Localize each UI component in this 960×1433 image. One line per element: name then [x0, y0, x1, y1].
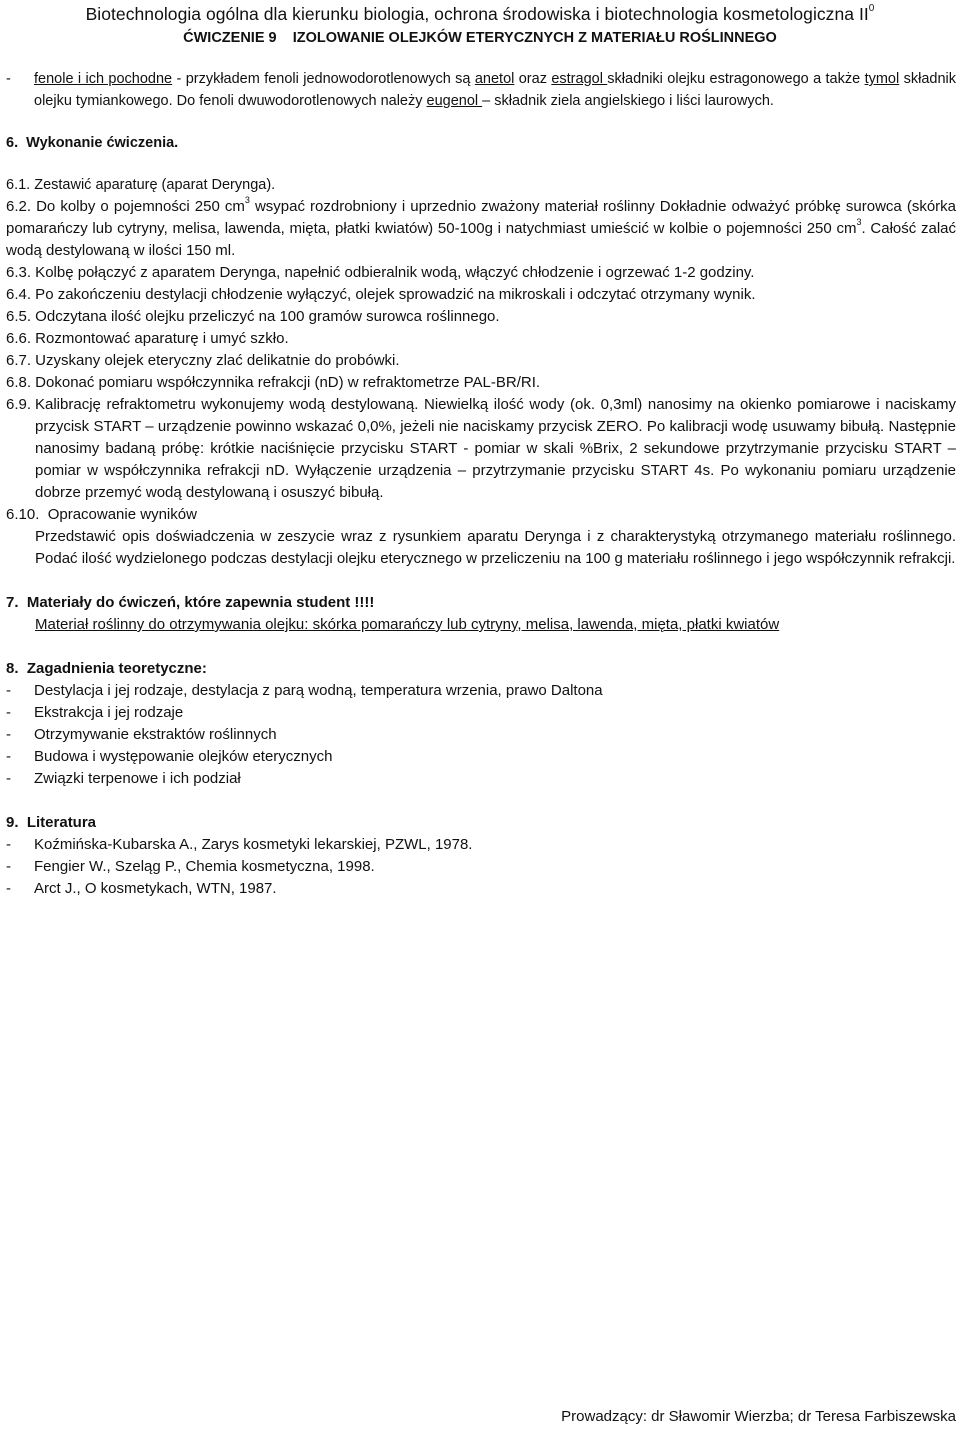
section-7-heading: 7. Materiały do ćwiczeń, które zapewnia student !!!!: [6, 594, 375, 611]
step-6-8: 6.8. Dokonać pomiaru współczynnika refrakcji (nD) w refraktometrze PAL-BR/RI.: [6, 374, 541, 391]
step-6-4: 6.4. Po zakończeniu destylacji chłodzenie wyłączyć, olejek sprowadzić na mikroskali i odczytać otrzymany wynik.: [6, 286, 756, 303]
term-tymol: tymol: [864, 71, 900, 87]
term-eugenol: eugenol: [426, 93, 483, 109]
step-6-2: 6.2. Do kolby o pojemności 250 $cm^3$ wsypać rozdrobniony i uprzednio zważony materiał roślinny Dokładnie odważyć próbkę surowca (skórka pomarańczy lub cytryny, melisa, lawenda, mięta, płatki kwiatów) 50-100g i natychmiast umieścić w kolbie o pojemności 250 $cm^3$. Całość zalać wodą destylowaną w ilości 150 ml.: [6, 195, 956, 259]
list-item: - Ekstrakcja i jej rodzaje: [6, 704, 184, 721]
section-9-heading: 9. Literatura: [6, 814, 97, 831]
step-6-6: 6.6. Rozmontować aparaturę i umyć szkło.: [6, 330, 289, 347]
section-7-body-row: [6, 614, 956, 636]
section-6-heading: 6. Wykonanie ćwiczenia.: [6, 135, 179, 151]
section-7-body: Materiał roślinny do otrzymywania olejku: skórka pomarańczy lub cytryny, melisa, lawenda, mięta, płatki kwiatów: [35, 616, 780, 633]
reference-item: - Koźmińska-Kubarska A., Zarys kosmetyki lekarskiej, PZWL, 1978.: [6, 836, 473, 853]
document-body: [6, 68, 956, 900]
reference-item: - Arct J., O kosmetykach, WTN, 1987.: [6, 880, 277, 897]
header-exercise-title: ĆWICZENIE 9 IZOLOWANIE OLEJKÓW ETERYCZNYCH Z MATERIAŁU ROŚLINNEGO: [183, 30, 777, 46]
bullet-dash: -: [6, 71, 11, 87]
page-header: [0, 2, 960, 49]
step-6-10-body: Przedstawić opis doświadczenia w zeszycie wraz z rysunkiem aparatu Derynga i z charakterystyką otrzymanego materiału roślinnego. Podać ilość wydzielonego podczas destylacji olejku eterycznego w przeliczeniu na 100 g materiału roślinnego i jego współczynnik refrakcji.: [35, 528, 956, 567]
list-item: - Związki terpenowe i ich podział: [6, 770, 241, 787]
step-6-1: 6.1. Zestawić aparaturę (aparat Derynga).: [6, 177, 276, 193]
step-6-9: 6.9. Kalibrację refraktometru wykonujemy wodą destylowaną. Niewielką ilość wody (ok. 0,3ml) nanosimy na okienko pomiarowe i naciskamy przycisk START – urządzenie powinno wskazać 0,0%, jeżeli nie naciskamy przycisk ZERO. Po kalibracji wodę usuwamy bibułą. Następnie nanosimy badaną próbę: krótkie naciśnięcie przycisku START - pomiar w skali %Brix, 2 sekundowe przytrzymanie przycisku START – pomiar w współczynnika refrakcji nD. Wyłączenie urządzenia – przytrzymanie przycisku START 4s. Po wykonaniu pomiaru urządzenie dobrze przemyć wodą destylowaną i osuszyć bibułą.: [6, 396, 956, 501]
header-superscript: 0: [868, 3, 875, 14]
term-anetol: anetol: [474, 71, 515, 87]
list-item: - Destylacja i jej rodzaje, destylacja z parą wodną, temperatura wrzenia, prawo Daltona: [6, 682, 603, 699]
phenols-paragraph: - fenole i ich pochodne - przykładem fenoli jednowodorotlenowych są anetol oraz estragol składniki olejku estragonowego a także tymol składnik olejku tymiankowego. Do fenoli dwuwodorotlenowych należy eugenol – składnik ziela angielskiego i liści laurowych.: [6, 68, 956, 112]
term-phenols: fenole i ich pochodne: [34, 71, 173, 87]
step-6-7: 6.7. Uzyskany olejek eteryczny zlać delikatnie do probówki.: [6, 352, 400, 369]
reference-item: - Fengier W., Szeląg P., Chemia kosmetyczna, 1998.: [6, 858, 375, 875]
step-6-3: 6.3. Kolbę połączyć z aparatem Derynga, napełnić odbieralnik wodą, włączyć chłodzenie i ogrzewać 1-2 godziny.: [6, 264, 755, 281]
step-6-10-title: 6.10. Opracowanie wyników: [6, 506, 197, 523]
step-6-5: 6.5. Odczytana ilość olejku przeliczyć na 100 gramów surowca roślinnego.: [6, 308, 500, 325]
header-course-title: Biotechnologia ogólna dla kierunku biologia, ochrona środowiska i biotechnologia kosmetologiczna $II^0$: [85, 3, 875, 24]
section-8-heading: 8. Zagadnienia teoretyczne:: [6, 660, 207, 677]
list-item: - Budowa i występowanie olejków eterycznych: [6, 748, 333, 765]
term-estragol: estragol: [551, 71, 608, 87]
list-item: - Otrzymywanie ekstraktów roślinnych: [6, 726, 277, 743]
page-footer-instructors: Prowadzący: dr Sławomir Wierzba; dr Teresa Farbiszewska: [561, 1408, 956, 1425]
